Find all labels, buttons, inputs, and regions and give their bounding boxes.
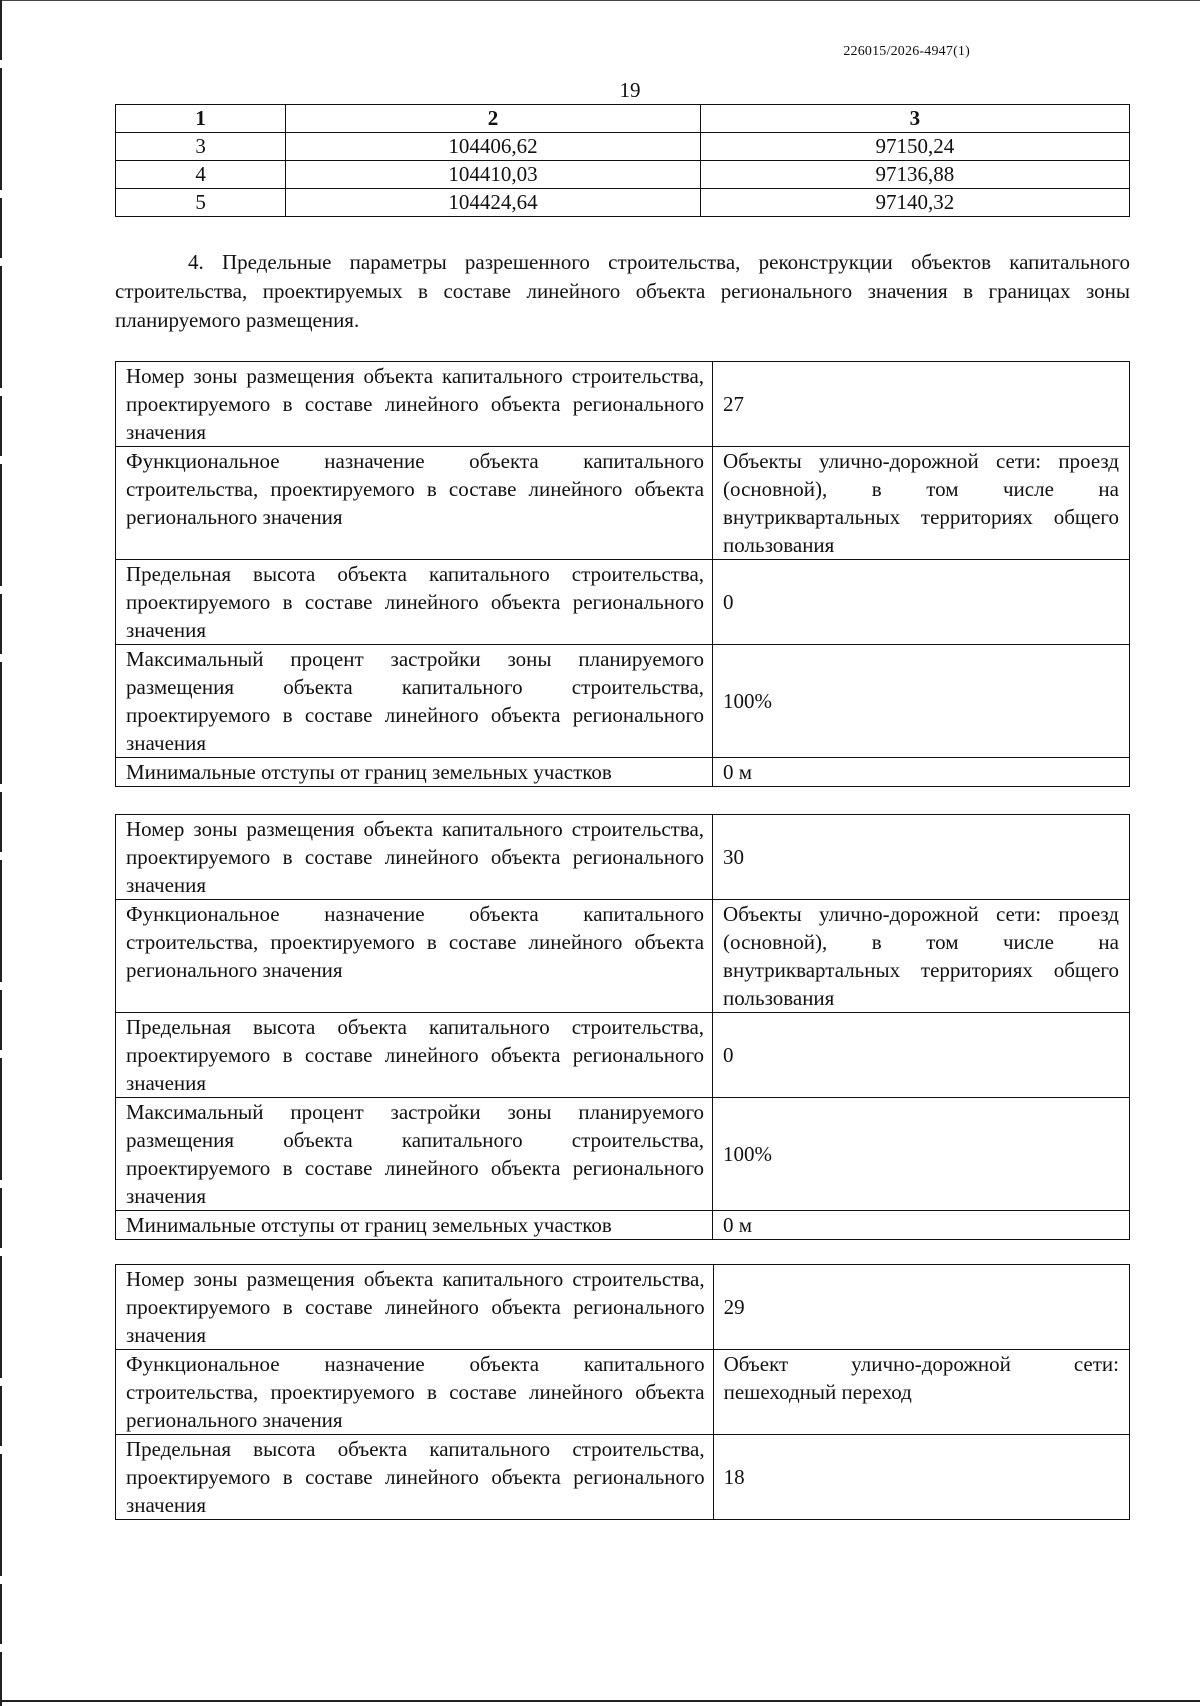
parameter-label: Предельная высота объекта капитального строительства, проектируемого в составе линейного объекта регионального значения (116, 560, 713, 645)
point-number-cell: 4 (116, 161, 286, 189)
scan-edge-bottom (0, 1700, 1200, 1702)
parameter-value: Объекты улично-дорожной сети: проезд (основной), в том числе на внутриквартальных территориях общего пользования (713, 900, 1130, 1013)
table-row (116, 189, 1130, 217)
zone-parameters-table (115, 361, 1130, 787)
parameter-label: Номер зоны размещения объекта капитального строительства, проектируемого в составе линейного объекта регионального значения (116, 1265, 714, 1350)
y-coordinate-cell: 97140,32 (700, 189, 1129, 217)
parameter-value: 100% (713, 1098, 1130, 1211)
parameter-value: Объекты улично-дорожной сети: проезд (основной), в том числе на внутриквартальных территориях общего пользования (713, 447, 1130, 560)
table-row (116, 758, 1130, 787)
parameter-label: Номер зоны размещения объекта капитального строительства, проектируемого в составе линейного объекта регионального значения (116, 815, 713, 900)
x-coordinate-cell: 104410,03 (286, 161, 700, 189)
page-number: 19 (619, 78, 641, 102)
parameter-label: Предельная высота объекта капитального строительства, проектируемого в составе линейного объекта регионального значения (116, 1435, 714, 1520)
table-row (116, 1265, 1130, 1350)
parameter-value: 29 (713, 1265, 1129, 1350)
scan-edge-top (0, 0, 1200, 1)
parameter-label: Функциональное назначение объекта капитального строительства, проектируемого в составе линейного объекта регионального значения (116, 447, 713, 560)
x-coordinate-cell: 104424,64 (286, 189, 700, 217)
table-header-row (116, 105, 1130, 133)
parameter-value: 30 (713, 815, 1130, 900)
point-number-cell: 3 (116, 133, 286, 161)
parameter-label: Предельная высота объекта капитального строительства, проектируемого в составе линейного объекта регионального значения (116, 1013, 713, 1098)
parameter-label: Минимальные отступы от границ земельных участков (116, 1211, 713, 1240)
table-row (116, 1211, 1130, 1240)
parameter-label: Функциональное назначение объекта капитального строительства, проектируемого в составе линейного объекта регионального значения (116, 900, 713, 1013)
parameter-value: Объект улично-дорожной сети: пешеходный переход (713, 1350, 1129, 1435)
column-header: 3 (700, 105, 1129, 133)
document-id: 226015/2026-4947(1) (843, 44, 970, 59)
table-row (116, 1350, 1130, 1435)
zone-parameters-table (115, 1264, 1130, 1520)
table-row (116, 560, 1130, 645)
parameter-value: 0 м (713, 758, 1130, 787)
parameter-label: Максимальный процент застройки зоны планируемого размещения объекта капитального строительства, проектируемого в составе линейного объекта регионального значения (116, 645, 713, 758)
x-coordinate-cell: 104406,62 (286, 133, 700, 161)
table-row (116, 815, 1130, 900)
parameter-value: 0 м (713, 1211, 1130, 1240)
column-header: 2 (286, 105, 700, 133)
y-coordinate-cell: 97150,24 (700, 133, 1129, 161)
parameter-value: 0 (713, 1013, 1130, 1098)
y-coordinate-cell: 97136,88 (700, 161, 1129, 189)
table-row (116, 645, 1130, 758)
zone-parameters-table (115, 814, 1130, 1240)
parameter-value: 0 (713, 560, 1130, 645)
table-row (116, 447, 1130, 560)
table-row (116, 362, 1130, 447)
column-header: 1 (116, 105, 286, 133)
point-number-cell: 5 (116, 189, 286, 217)
parameter-label: Минимальные отступы от границ земельных участков (116, 758, 713, 787)
parameter-label: Максимальный процент застройки зоны планируемого размещения объекта капитального строительства, проектируемого в составе линейного объекта регионального значения (116, 1098, 713, 1211)
section-paragraph: 4. Предельные параметры разрешенного строительства, реконструкции объектов капитального строительства, проектируемых в составе линейного объекта регионального значения в границах зоны планируемого размещения. (115, 250, 1130, 332)
table-row (116, 1013, 1130, 1098)
table-row (116, 900, 1130, 1013)
parameter-label: Номер зоны размещения объекта капитального строительства, проектируемого в составе линейного объекта регионального значения (116, 362, 713, 447)
table-row (116, 133, 1130, 161)
parameter-value: 18 (713, 1435, 1129, 1520)
parameter-value: 27 (713, 362, 1130, 447)
parameter-label: Функциональное назначение объекта капитального строительства, проектируемого в составе линейного объекта регионального значения (116, 1350, 714, 1435)
scan-edge-left (0, 0, 2, 1706)
table-row (116, 1435, 1130, 1520)
parameter-value: 100% (713, 645, 1130, 758)
table-row (116, 1098, 1130, 1211)
table-row (116, 161, 1130, 189)
coordinates-table (115, 104, 1130, 217)
